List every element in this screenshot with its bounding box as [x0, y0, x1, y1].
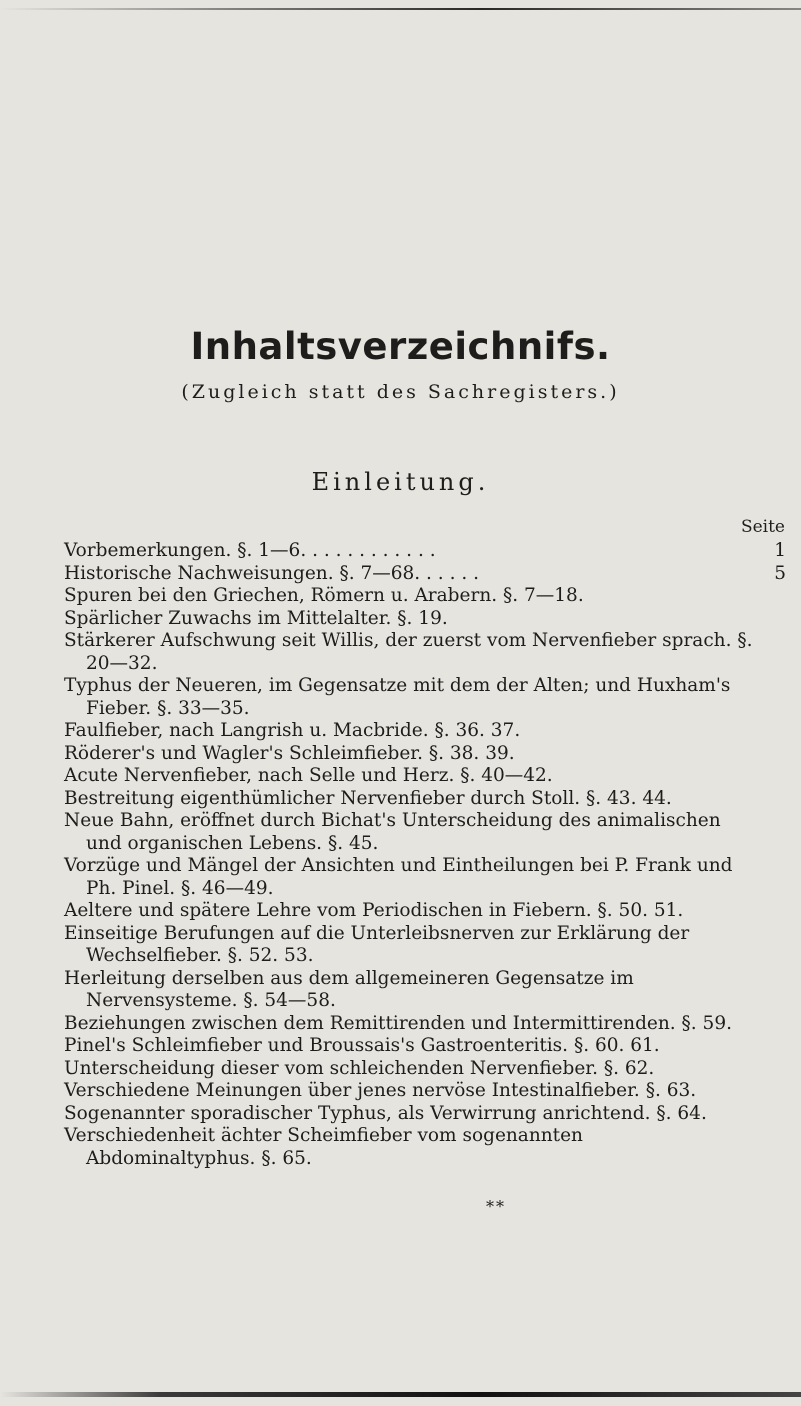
toc-entry — [64, 1125, 786, 1170]
toc-entry — [64, 1058, 786, 1081]
page-column-label: Seite — [740, 517, 785, 537]
toc-entry — [64, 765, 786, 788]
toc-entry — [64, 675, 786, 720]
toc-entry — [64, 788, 786, 811]
toc-entry — [64, 1035, 786, 1058]
toc-entry-text: Spärlicher Zuwachs im Mittelalter. §. 19. — [64, 607, 448, 629]
toc-entry — [64, 1103, 786, 1126]
toc-entry-text: Faulfieber, nach Langrish u. Macbride. §. 36. 37. — [64, 720, 521, 741]
toc-entry-text: Verschiedenheit ächter Scheimfieber vom sogenannten Abdominaltyphus. §. 65. — [64, 1125, 583, 1169]
toc-entry-text: Typhus der Neueren, im Gegensatze mit dem der Alten; und Huxham's Fieber. §. 33—35. — [64, 675, 731, 719]
toc-entry — [64, 968, 786, 1013]
page-edge-bottom — [0, 1392, 801, 1397]
table-of-contents — [64, 540, 786, 1170]
toc-entry-text: Pinel's Schleimfieber und Broussais's Gastroenteritis. §. 60. 61. — [64, 1035, 660, 1056]
section-heading: Einleitung. — [311, 468, 490, 496]
page-edge-top — [0, 8, 801, 10]
catchword: ** — [486, 1197, 506, 1216]
toc-entry-text: Stärkerer Aufschwung seit Willis, der zuerst vom Nervenfieber sprach. §. 20—32. — [64, 630, 753, 674]
toc-entry — [64, 1013, 786, 1036]
toc-entry — [64, 720, 786, 743]
toc-entry-text: Vorbemerkungen. §. 1—6. . . . . . . . . . . . — [64, 540, 436, 561]
toc-entry-text: Bestreitung eigenthümlicher Nervenfieber durch Stoll. §. 43. 44. — [64, 787, 672, 809]
toc-entry-page: 5 — [774, 562, 786, 584]
toc-entry — [64, 563, 786, 586]
toc-entry — [64, 900, 786, 923]
toc-entry — [64, 810, 786, 855]
toc-entry-text: Röderer's und Wagler's Schleimfieber. §. 38. 39. — [64, 742, 515, 764]
toc-entry — [64, 855, 786, 900]
toc-entry-text: Vorzüge und Mängel der Ansichten und Eintheilungen bei P. Frank und Ph. Pinel. §. 46—49. — [64, 855, 733, 899]
toc-entry-text: Neue Bahn, eröffnet durch Bichat's Unterscheidung des animalischen und organischen Lebens. §. 45. — [64, 810, 721, 854]
page-subtitle: (Zugleich statt des Sachregisters.) — [181, 381, 620, 403]
toc-entry-text: Spuren bei den Griechen, Römern u. Arabern. §. 7—18. — [64, 585, 584, 606]
toc-entry-text: Herleitung derselben aus dem allgemeineren Gegensatze im Nervensysteme. §. 54—58. — [64, 967, 634, 1011]
toc-entry-text: Sogenannter sporadischer Typhus, als Verwirrung anrichtend. §. 64. — [64, 1102, 707, 1124]
toc-entry-text: Einseitige Berufungen auf die Unterleibsnerven zur Erklärung der Wechselfieber. §. 52. 53. — [64, 922, 690, 966]
toc-entry — [64, 630, 786, 675]
toc-entry — [64, 923, 786, 968]
toc-entry-text: Verschiedene Meinungen über jenes nervöse Intestinalfieber. §. 63. — [64, 1080, 697, 1101]
toc-entry — [64, 540, 786, 563]
toc-entry-text: Aeltere und spätere Lehre vom Periodischen in Fiebern. §. 50. 51. — [64, 900, 684, 921]
toc-entry-text: Unterscheidung dieser vom schleichenden Nervenfieber. §. 62. — [64, 1057, 655, 1079]
toc-entry — [64, 608, 786, 631]
toc-entry — [64, 585, 786, 608]
toc-entry-text: Acute Nervenfieber, nach Selle und Herz. §. 40—42. — [64, 765, 553, 786]
page-title: Inhaltsverzeichnifs. — [190, 325, 611, 368]
toc-entry-text: Historische Nachweisungen. §. 7—68. . . . . . — [64, 562, 479, 584]
toc-entry — [64, 743, 786, 766]
toc-entry-page: 1 — [774, 540, 786, 561]
toc-entry-text: Beziehungen zwischen dem Remittirenden und Intermittirenden. §. 59. — [64, 1012, 732, 1034]
toc-entry — [64, 1080, 786, 1103]
